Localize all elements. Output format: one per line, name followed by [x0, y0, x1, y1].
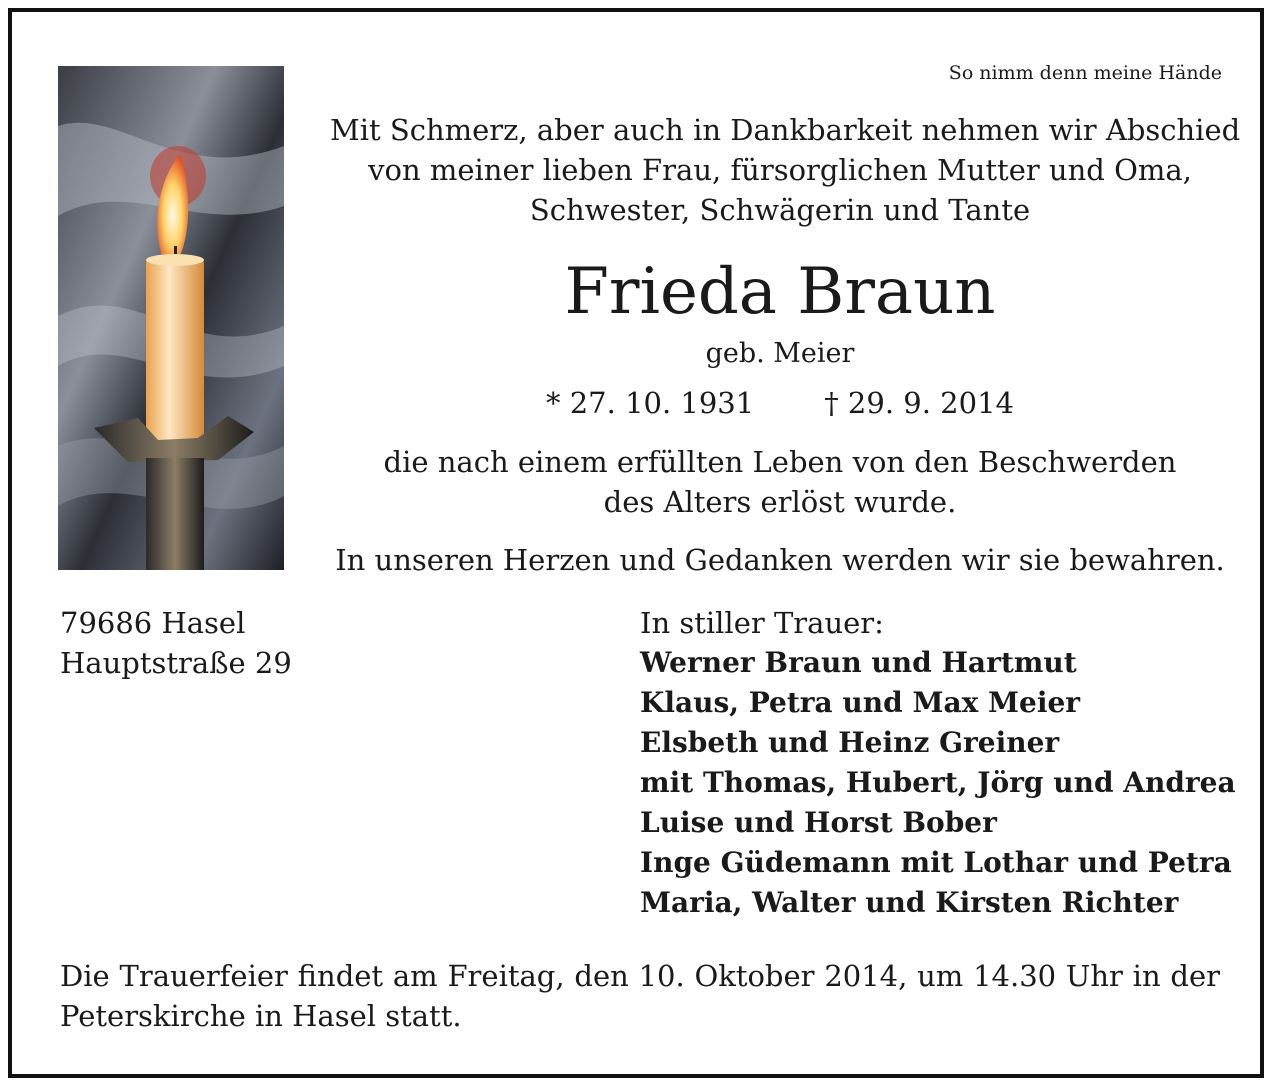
relief-line: die nach einem erfüllten Leben von den Beschwerden: [383, 445, 1177, 479]
funeral-word: findet: [297, 959, 384, 993]
funeral-word: Uhr: [1065, 959, 1123, 993]
life-dates: [330, 383, 1230, 423]
funeral-word: der: [1170, 959, 1220, 993]
funeral-word: um: [917, 959, 964, 993]
funeral-word: Freitag,: [447, 959, 565, 993]
mourner-name: Maria, Walter und Kirsten Richter: [640, 886, 1179, 919]
funeral-word: am: [392, 959, 438, 993]
intro-text: [330, 110, 1241, 230]
funeral-word: Oktober: [694, 959, 815, 993]
mourner-name: Luise und Horst Bober: [640, 806, 997, 839]
address-city: 79686 Hasel: [60, 606, 246, 640]
funeral-info: [60, 956, 1220, 1036]
mourners-list: [640, 643, 1236, 923]
death-date: † 29. 9. 2014: [824, 386, 1014, 420]
mourner-name: mit Thomas, Hubert, Jörg und Andrea: [640, 766, 1236, 799]
funeral-word: Die: [60, 959, 110, 993]
memory-text: In unseren Herzen und Gedanken werden wir sie bewahren.: [335, 543, 1225, 577]
mourners-block: [640, 603, 1236, 923]
mourner-name: Klaus, Petra und Max Meier: [640, 686, 1081, 719]
funeral-word: 14.30: [973, 959, 1057, 993]
intro-line: Mit Schmerz, aber auch in Dankbarkeit nehmen wir Abschied: [330, 113, 1241, 147]
relief-line: des Alters erlöst wurde.: [603, 485, 957, 519]
funeral-word: in: [1132, 959, 1161, 993]
funeral-word: den: [574, 959, 629, 993]
mourner-name: Inge Güdemann mit Lothar und Petra: [640, 846, 1232, 879]
mourners-label: In stiller Trauer:: [640, 606, 884, 640]
funeral-word: 10.: [638, 959, 685, 993]
address-street: Hauptstraße 29: [60, 646, 292, 680]
address-block: [60, 603, 292, 683]
mourner-name: Werner Braun und Hartmut: [640, 646, 1077, 679]
funeral-word: 2014,: [824, 959, 908, 993]
intro-line: von meiner lieben Frau, fürsorglichen Mutter und Oma,: [368, 153, 1192, 187]
mourner-name: Elsbeth und Heinz Greiner: [640, 726, 1060, 759]
motto-verse: So nimm denn meine Hände: [948, 62, 1222, 84]
funeral-line: [60, 956, 1220, 996]
candle-photo: [58, 66, 284, 570]
birth-date: * 27. 10. 1931: [546, 386, 755, 420]
funeral-line: Peterskirche in Hasel statt.: [60, 999, 462, 1033]
relief-text: [330, 442, 1230, 522]
deceased-name: Frieda Braun: [564, 255, 996, 329]
intro-line: Schwester, Schwägerin und Tante: [529, 193, 1031, 227]
maiden-name: geb. Meier: [705, 338, 855, 369]
funeral-word: Trauerfeier: [119, 959, 288, 993]
